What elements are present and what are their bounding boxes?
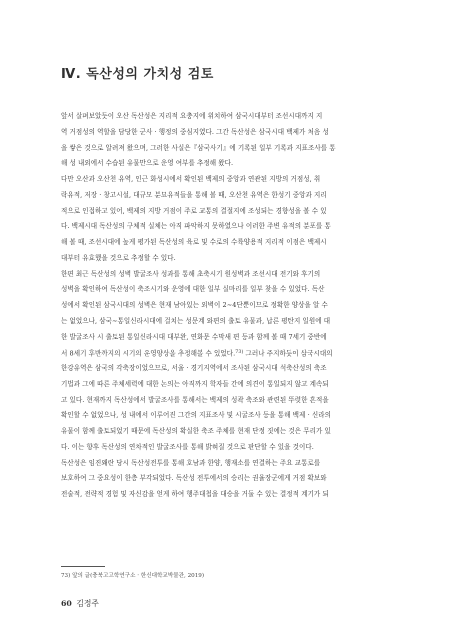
body-line: 는 없었으나, 삼국∼통일신라시대에 걸치는 성문계 와편의 출토 유물과, 납른 평탄지 일원에 대 [61, 316, 331, 325]
running-author: 김정주 [76, 599, 99, 608]
body-line: 대부터 유효했을 것으로 추정할 수 있다. [61, 253, 176, 262]
body-line: 을 쌓은 것으로 알려져 왔으며, 그러한 사실은『삼국사기』에 기록된 일부 기록과 지표조사를 통 [61, 143, 336, 152]
body-line: 유물이 함께 출토되었기 때문에 독산성의 확실한 축조 주체를 현재 단정 짓에는 것은 무리가 있 [61, 427, 331, 435]
body-line: 성에서 확인된 삼국시대의 성벽은 현재 남아있는 외벽이 2∼4단뿐이므로 정확한 양상을 알 수 [61, 301, 328, 309]
footnote: 73) 앞의 글(충북고고학연구소 · 한신대학교박물관, 2019) [61, 573, 205, 579]
body-line: 성벽을 확인하여 독산성이 축조시기와 운영에 대한 일부 실마리를 일부 찾을 수 있었다. 독산 [61, 285, 325, 294]
body-line-end: 그러나 주지하듯이 삼국시대의 [243, 349, 333, 358]
body-line: 적으로 인접하고 있어, 백제의 지방 거점이 주로 교통의 결절지에 조성되는 경향성을 볼 수 있 [61, 206, 327, 215]
body-line: 독산성은 임진왜란 당시 독산성전투를 통해 호남과 한양, 행재소를 연결하는 주요 교통로를 [61, 458, 321, 467]
body-line: 역 거점성의 역할을 담당한 군사 · 행정의 중심지였다. 그간 독산성은 삼국시대 백제가 처음 성 [61, 127, 329, 136]
body-line-with-footnote [61, 345, 417, 361]
page-footer [61, 598, 99, 609]
section-title: Ⅳ. 독산성의 가치성 검토 [61, 67, 214, 82]
body-line-start: 서 8세기 후반까지의 시기의 운영양상을 추정해볼 수 있었다. [61, 349, 236, 358]
body-line: 한편 최근 독산성의 성벽 발굴조사 성과를 통해 초축시기 원성벽과 조선시대 전기와 후기의 [61, 269, 321, 278]
body-line: 보호하여 그 중요성이 한층 부각되었다. 독산성 전투에서의 승리는 권율장군에게 거점 확보와 [61, 474, 327, 483]
body-line: 앞서 살펴보았듯이 오산 독산성은 지리적 요충지에 위치하여 삼국시대부터 조선시대까지 지 [61, 112, 323, 120]
body-line: 다. 이는 향후 독산성의 연차적인 발굴조사를 통해 밝혀질 것으로 판단할 수 있을 것이다. [61, 442, 314, 451]
body-line: 다만 오산과 오산천 유역, 인근 화성시에서 확인된 백제의 중앙과 연관된 지방의 거점성, 취 [61, 175, 321, 183]
body-line: 락유적, 저장 · 창고시설, 대규모 분묘유적들을 통해 볼 때, 오산천 유역은 한성기 중앙과 지리 [61, 190, 327, 199]
footnote-divider [61, 566, 105, 567]
body-line: 해 볼 때, 조선시대에 높게 평가된 독산성의 육로 및 수로의 수륙양용적 지리적 이점은 백제시 [61, 238, 327, 246]
page-number: 60 [61, 599, 72, 608]
body-line: 기법과 그에 따른 주체세력에 대한 논의는 아직까지 학자들 간에 의견이 통일되지 않고 계속되 [61, 379, 329, 388]
body-line: 전술적, 전략적 경험 및 자신감을 얻게 하여 행주대첩을 대승을 거둘 수 있는 결정적 계기가 되 [61, 490, 329, 498]
body-line: 고 있다. 현재까지 독산성에서 발굴조사를 통해서는 백제의 성곽 축조와 관련된 뚜렷한 흔적을 [61, 395, 329, 404]
body-line: 한 발굴조사 시 출토된 통일신라시대 대부완, 연화문 수막새 편 등과 함께 볼 때 7세기 중반에 [61, 332, 327, 341]
body-line: 확인할 수 없었으나, 성 내에서 이루어진 그간의 지표조사 및 시굴조사 등을 통해 백제 · 신라의 [61, 411, 331, 420]
body-line: 한강유역은 삼국의 각축장이었으므로, 서울 · 경기지역에서 조사된 삼국시대 석축산성의 축조 [61, 364, 327, 372]
body-line: 해 성 내외에서 수습된 유물만으로 운영 여부를 추정해 왔다. [61, 159, 234, 168]
footnote-marker: 73) [235, 350, 244, 356]
body-line: 다. 백제시대 독산성의 구체적 실체는 아직 파악하지 못하였으나 이러한 주변 유적의 분포를 통 [61, 222, 331, 231]
body-text [61, 109, 417, 503]
